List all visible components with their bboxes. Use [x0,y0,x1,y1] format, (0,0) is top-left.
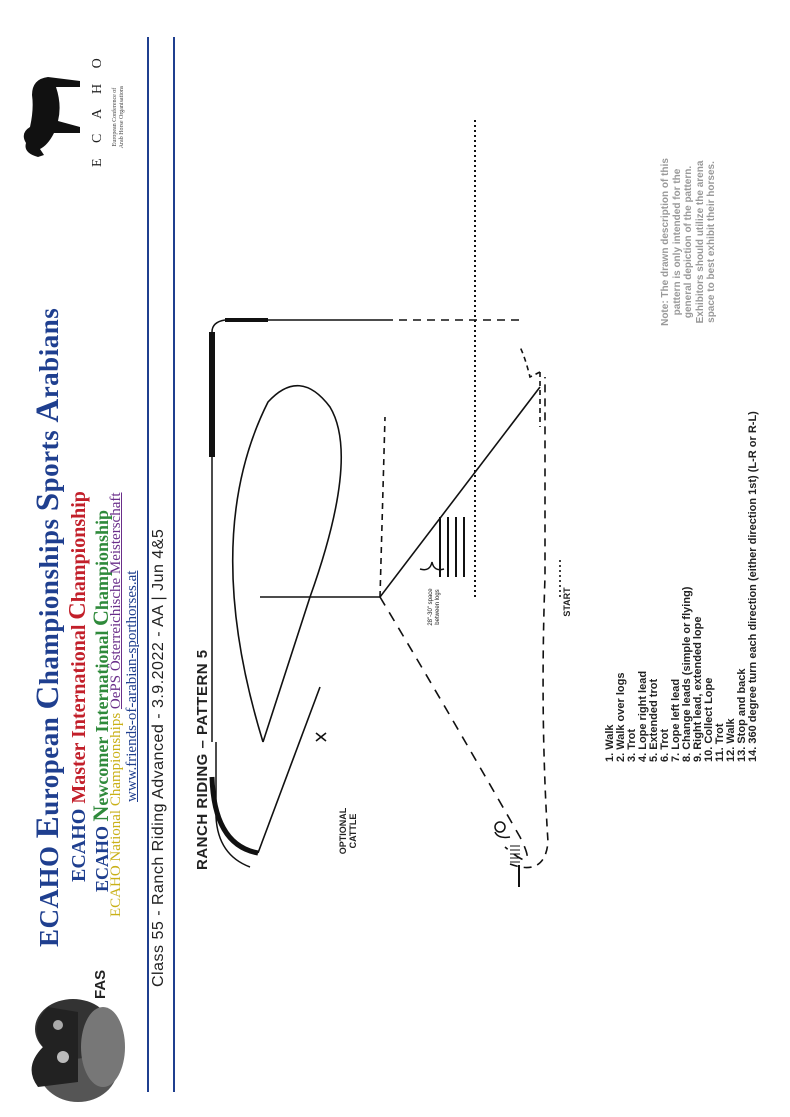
turn-360-icon [495,822,510,837]
step-item: 13. Stop and back [736,668,748,762]
ecaho-logo-letters: E C A H O [90,52,105,167]
fas-label: FAS [92,969,109,999]
optional-cattle-label: OPTIONAL CATTLE [338,807,358,855]
ecaho-logo-sub1: European Conference of [112,87,118,147]
pattern-dashed-arc [510,377,548,868]
step-item: 7. Lope left lead [670,678,682,762]
pattern-dashed [380,417,385,597]
pattern-loop [233,386,342,742]
class-line: Class 55 - Ranch Riding Advanced - 3.9.2022 - AA | Jun 4&5 [150,528,167,987]
step-item: 11. Trot [714,723,726,762]
step-item: 1. Walk [604,724,616,762]
pattern-path [212,320,225,332]
step-item: 3. Trot [626,728,638,762]
step-item: 14. 360 degree turn each direction (either direction 1st) (L-R or R-L) [747,411,759,762]
pattern-title: RANCH RIDING – PATTERN 5 [194,649,211,870]
step-item: 6. Trot [659,728,671,762]
pattern-path-thick [212,777,258,853]
pattern-dashed [380,597,527,860]
header-line-4: ECAHO National Championships OePS Österreichische Meisterschaft [108,492,124,917]
website-link[interactable]: www.friends-of-arabian-sporthorses.at [124,570,140,802]
header-line-1: ECAHO European Championships Sports Arabians [30,307,66,947]
pattern-path [263,597,310,742]
logs-space-label: 28"-30" space between logs [428,588,441,626]
note-text: Note: The drawn description of this pattern is only intended for the general depiction of the pattern. Exhibitors should utilize the arena space to best exhibit their horses. [660,158,717,326]
pattern-path [258,687,320,853]
step-item: 5. Extended trot [648,678,660,762]
step-item: 2. Walk over logs [615,672,627,762]
header-line-3: ECAHO Newcomer International Championship [88,510,113,892]
step-item: 8. Change leads (simple or flying) [681,586,693,762]
steps-list [605,411,759,762]
ecaho-logo-sub2: Arab Horse Organisations [119,85,125,149]
pattern-x-marker [316,733,326,741]
start-label: START [562,587,572,617]
step-item: 12. Walk [725,718,737,762]
step-item: 10. Collect Lope [703,677,715,762]
step-item: 4. Lope right lead [637,670,649,762]
logs-icon [440,517,464,577]
header-line-2: ECAHO Master International Championship [65,491,91,882]
step-item: 9. Right lead, extended lope [692,616,704,762]
back-marks-icon [510,846,520,887]
pattern-diagonal [380,387,540,597]
pattern-dashed [520,347,540,377]
